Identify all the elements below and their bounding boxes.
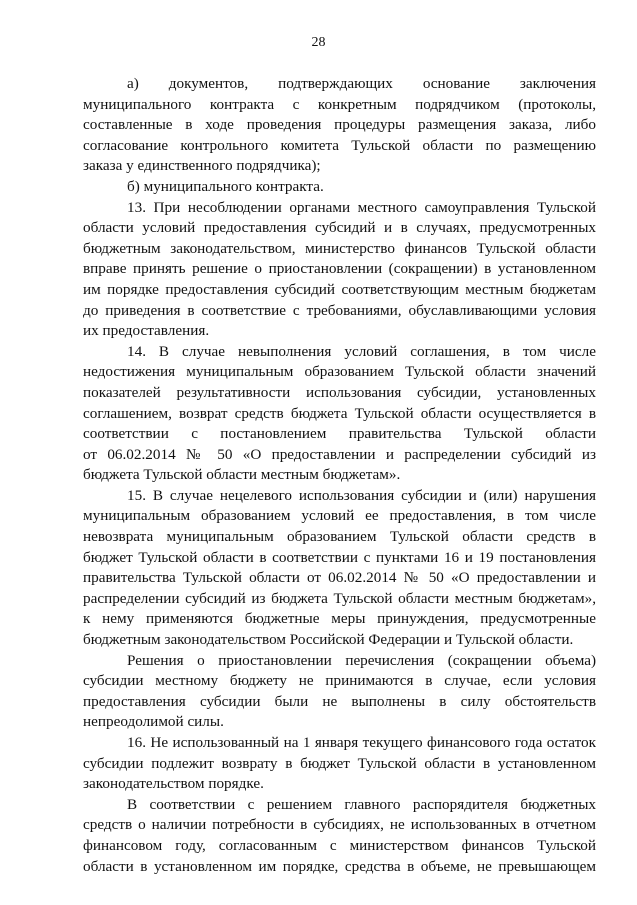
text-line: б) муниципального контракта. xyxy=(127,177,324,195)
text-line: непреодолимой силы. xyxy=(83,713,224,731)
text-line: к нему применяются бюджетные меры принуждения, предусмотренные xyxy=(83,610,596,628)
text-line: бюджетным законодательством, министерство финансов Тульской области xyxy=(83,239,596,257)
text-line: законодательством порядке. xyxy=(83,775,264,793)
paragraph xyxy=(83,486,596,651)
text-line: заказа у единственного подрядчика); xyxy=(83,157,321,175)
text-line: до приведения в соответствие с требованиями, обуславливающими условия xyxy=(83,301,596,319)
document-body xyxy=(83,74,596,877)
text-line: предоставления субсидии были не выполнены в силу обстоятельств xyxy=(83,692,596,710)
page-number: 28 xyxy=(311,35,326,50)
text-line: согласование контрольного комитета Тульской области по размещению xyxy=(83,136,596,154)
text-line: бюджет Тульской области в соответствии с пунктами 16 и 19 постановления xyxy=(83,548,596,566)
paragraph xyxy=(83,651,596,733)
text-line: их предоставления. xyxy=(83,322,210,340)
paragraph xyxy=(83,198,596,342)
text-line: а) документов, подтверждающих основание заключения xyxy=(127,75,596,92)
paragraph xyxy=(83,795,596,877)
paragraph xyxy=(83,74,596,177)
paragraph xyxy=(83,733,596,795)
text-line: финансовом году, согласованным с министерством финансов Тульской xyxy=(83,836,596,854)
text-line: бюджета Тульской области местным бюджетам». xyxy=(83,466,401,484)
text-line: им порядке предоставления субсидий соответствующим местным бюджетам xyxy=(83,280,596,298)
text-line: В соответствии с решением главного распорядителя бюджетных xyxy=(127,795,596,813)
text-line: бюджетным законодательством Российской Федерации и Тульской области. xyxy=(83,631,574,649)
text-line: 15. В случае нецелевого использования субсидии и (или) нарушения xyxy=(127,486,596,504)
text-line: показателей результативности использования субсидии, установленных xyxy=(83,383,596,401)
text-line: средств о наличии потребности в субсидиях, не использованных в отчетном xyxy=(83,816,596,834)
text-line: от 06.02.2014 № 50 «О предоставлении и распределении субсидий из xyxy=(83,445,596,463)
text-line: субсидии подлежит возврату в бюджет Тульской области в установленном xyxy=(83,754,596,772)
text-line: недостижения муниципальным образованием Тульской области значений xyxy=(83,363,596,381)
text-line: 16. Не использованный на 1 января текущего финансового года остаток xyxy=(127,734,596,751)
text-line: составленные в ходе проведения процедуры размещения заказа, либо xyxy=(83,116,596,134)
text-line: соглашением, возврат средств бюджета Тульской области осуществляется в xyxy=(83,404,596,422)
text-line: распределении субсидий из бюджета Тульской области местным бюджетам», xyxy=(83,589,596,607)
paragraph xyxy=(83,177,596,198)
paragraph xyxy=(83,342,596,486)
text-line: невозврата муниципальным образованием Тульской области средств в xyxy=(83,528,596,546)
text-line: субсидии местному бюджету не принимаются в случае, если условия xyxy=(83,672,596,690)
text-line: 14. В случае невыполнения условий соглашения, в том числе xyxy=(127,342,596,360)
text-line: вправе принять решение о приостановлении (сокращении) в установленном xyxy=(83,260,596,278)
text-line: области условий предоставления субсидий и в случаях, предусмотренных xyxy=(83,219,596,237)
text-line: 13. При несоблюдении органами местного самоуправления Тульской xyxy=(127,198,596,216)
text-line: муниципальным образованием условий ее предоставления, в том числе xyxy=(83,507,596,525)
text-line: области в установленном им порядке, средства в объеме, не превышающем xyxy=(83,857,596,875)
text-line: соответствии с постановлением правительства Тульской области xyxy=(83,425,596,443)
text-line: муниципального контракта с конкретным подрядчиком (протоколы, xyxy=(83,95,596,113)
text-line: Решения о приостановлении перечисления (сокращении объема) xyxy=(127,651,596,669)
text-line: правительства Тульской области от 06.02.2014 № 50 «О предоставлении и xyxy=(83,569,596,587)
